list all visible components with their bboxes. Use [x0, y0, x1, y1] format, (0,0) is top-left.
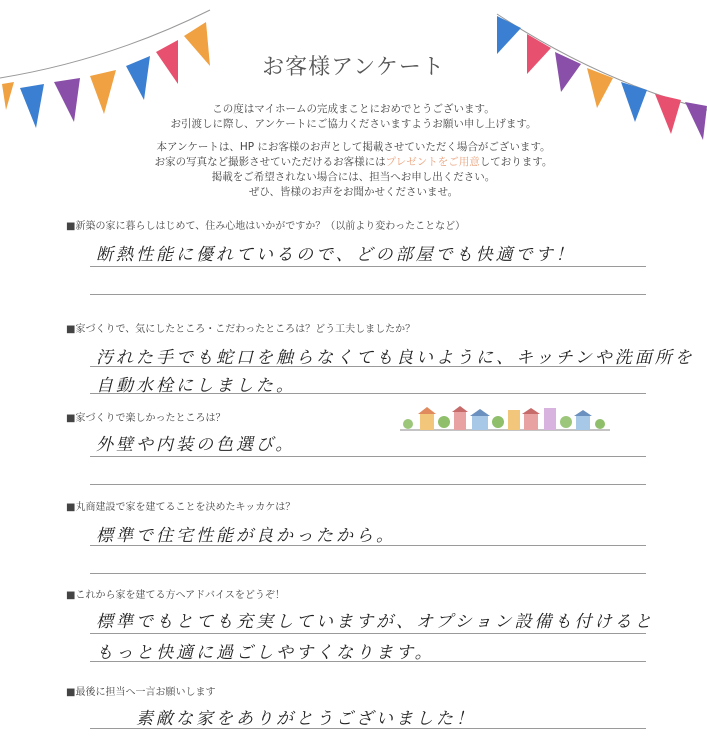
intro-line: 掲載をご希望されない場合には、担当へお申し出ください。: [211, 171, 496, 183]
question-label: ■家づくりで、気にしたところ・こだわったところは？どう工夫しましたか？: [66, 324, 416, 335]
intro-line: お引渡しに際し、アンケートにご協力くださいますようお願い申し上げます。: [170, 118, 537, 130]
answer-line-2: もっと快適に過ごしやすくなります。: [96, 643, 435, 663]
answer-line-1: 汚れた手でも蛇口を触らなくても良いように、キッチンや洗面所を: [96, 348, 695, 368]
answer-rule: [90, 661, 646, 662]
question-section-5: [66, 589, 655, 663]
question-label: ■丸商建設で家を建てることを決めたキッカケは？: [66, 502, 296, 513]
intro-line: お家の写真など撮影させていただけるお客様にはプレゼントをご用意しております。: [154, 156, 553, 168]
answer-rule: [90, 633, 646, 634]
answer-line-1: 断熱性能に優れているので、どの部屋でも快適です！: [96, 245, 576, 265]
intro-line: 本アンケートは、HP にお客様のお声として掲載させていただく場合がございます。: [156, 141, 551, 153]
answer-rule: [90, 266, 646, 267]
answer-line-1: 外壁や内装の色選び。: [96, 435, 296, 455]
intro-text: [0, 102, 707, 200]
question-label: ■これから家を建てる方へアドバイスをどうぞ！: [66, 590, 285, 601]
answer-rule: [90, 366, 646, 367]
answer-rule: [90, 484, 646, 485]
answer-rule: [90, 393, 646, 394]
answer-line-1: 標準でもとても充実していますが、オプション設備も付けると: [96, 612, 655, 632]
question-section-6: [66, 686, 646, 729]
page-title: お客様アンケート: [262, 55, 445, 80]
town-illustration: [400, 404, 610, 434]
question-label: ■家づくりで楽しかったところは？: [66, 413, 226, 424]
intro-line: ぜひ、皆様のお声をお聞かせくださいませ。: [248, 186, 459, 198]
answer-line-1: 標準で住宅性能が良かったから。: [96, 526, 396, 546]
answer-rule: [90, 456, 646, 457]
question-label: ■新築の家に暮らしはじめて、住み心地はいかがですか？（以前より変わったことなど）: [66, 221, 466, 232]
answer-rule: [90, 728, 646, 729]
intro-line: この度はマイホームの完成まことにおめでとうございます。: [212, 103, 495, 115]
answer-rule: [90, 294, 646, 295]
question-section-4: [66, 501, 646, 546]
question-label: ■最後に担当へ一言お願いします: [66, 687, 216, 698]
present-highlight: プレゼントをご用意: [385, 156, 480, 168]
answer-line-2: 自動水栓にしました。: [96, 376, 296, 396]
answer-rule: [90, 545, 646, 546]
answer-line-1: 素敵な家をありがとうございました！: [136, 709, 476, 729]
question-section-1: [66, 220, 646, 265]
answer-rule: [90, 573, 646, 574]
question-section-2: [66, 323, 695, 396]
